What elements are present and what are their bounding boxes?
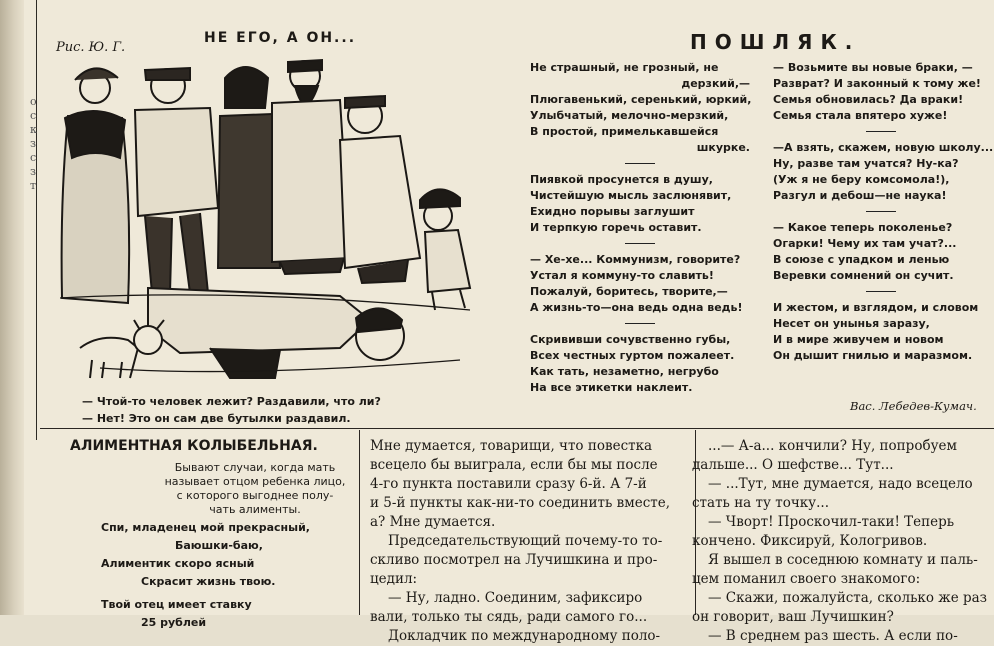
illustration-credit: Рис. Ю. Г. xyxy=(56,40,126,55)
text-line: цем поманил своего знакомого: xyxy=(692,571,921,587)
verse-line: Скрасит жизнь твою. xyxy=(141,575,276,588)
caption-line: — Чтой-то человек лежит? Раздавили, что ли? xyxy=(82,395,381,408)
text-line: дальше... О шефстве... Тут... xyxy=(692,457,894,473)
verse-line: Пожалуй, боритесь, творите,— xyxy=(530,285,728,298)
text-line: — Ну, ладно. Соединим, зафиксиро xyxy=(388,590,643,606)
lullaby-title: АЛИМЕНТНАЯ КОЛЫБЕЛЬНАЯ. xyxy=(70,438,318,454)
verse-line: —А взять, скажем, новую школу... xyxy=(773,141,994,154)
stanza xyxy=(530,60,750,156)
verse-line: А жизнь-то—она ведь одна ведь! xyxy=(530,301,743,314)
verse-line: Как тать, незаметно, негрубо xyxy=(530,365,719,378)
lullaby-intro xyxy=(150,461,360,517)
bearded-man-figure xyxy=(272,60,350,274)
poem-column-1 xyxy=(530,60,750,396)
verse-line: Огарки! Чему их там учат?... xyxy=(773,237,957,250)
article-column-2 xyxy=(692,437,994,644)
woman-figure xyxy=(62,68,130,303)
margin-letter: с xyxy=(30,151,37,164)
text-line: кончено. Фиксируй, Кологривов. xyxy=(692,533,928,549)
text-line: 4-го пункта поставили сразу 6-й. А 7-й xyxy=(370,476,647,492)
verse-line: — Какое теперь поколенье? xyxy=(773,221,953,234)
verse-line: На все этикетки наклеит. xyxy=(530,381,693,394)
stanza xyxy=(773,220,988,284)
intro-line: Бывают случаи, когда мать xyxy=(174,461,336,474)
verse-line: Скрививши сочувственно губы, xyxy=(530,333,731,346)
text-line: скливо посмотрел на Лучишкина и про- xyxy=(370,552,658,568)
stanza-separator xyxy=(866,131,896,132)
stanza xyxy=(530,172,750,236)
woman-dark-figure xyxy=(218,67,280,268)
stanza-separator xyxy=(866,291,896,292)
margin-rule xyxy=(36,0,37,440)
stanza-separator xyxy=(625,243,655,244)
margin-letter: з xyxy=(30,137,36,150)
poem-signature: Вас. Лебедев-Кумач. xyxy=(850,399,977,413)
verse-line: Он дышит гнилью и маразмом. xyxy=(773,349,973,362)
verse-line: Плюгавенький, серенький, юркий, xyxy=(530,93,752,106)
text-line: — Скажи, пожалуйста, сколько же раз xyxy=(708,590,988,606)
verse-line: В простой, примелькавшейся xyxy=(530,125,719,138)
text-line: а? Мне думается. xyxy=(370,514,496,530)
text-line: Докладчик по международному поло- xyxy=(388,628,661,644)
verse-line: дерзкий,— xyxy=(681,77,750,90)
stanza xyxy=(773,300,988,364)
stanza xyxy=(530,252,750,316)
verse-line: Спи, младенец мой прекрасный, xyxy=(101,521,310,534)
margin-letter: с xyxy=(30,109,37,122)
verse-line: Ехидно порывы заглушит xyxy=(530,205,695,218)
article-column-1 xyxy=(370,437,690,644)
verse-line: — Хе-хе... Коммунизм, говорите? xyxy=(530,253,741,266)
verse-line: Ну, разве там учатся? Ну-ка? xyxy=(773,157,959,170)
verse-line: Алиментик скоро ясный xyxy=(101,557,255,570)
verse-line: И в мире живучем и новом xyxy=(773,333,944,346)
text-line: цедил: xyxy=(370,571,418,587)
verse-line: Всех честных гуртом пожалеет. xyxy=(530,349,735,362)
verse-line: Пиявкой просунется в душу, xyxy=(530,173,713,186)
text-line: вали, только ты сядь, ради самого го... xyxy=(370,609,648,625)
column-rule xyxy=(359,430,360,615)
cartoon-caption xyxy=(82,393,381,427)
verse-line: Твой отец имеет ставку xyxy=(101,598,252,611)
verse-line: Не страшный, не грозный, не xyxy=(530,61,719,74)
verse-line: Веревки сомнений он сучит. xyxy=(773,269,954,282)
stanza xyxy=(773,60,988,124)
man-glasses-figure xyxy=(340,96,420,283)
text-line: Я вышел в соседнюю комнату и паль- xyxy=(708,552,978,568)
verse-line: Семья обновилась? Да враки! xyxy=(773,93,964,106)
verse-line: Разгул и дебош—не наука! xyxy=(773,189,947,202)
intro-line: называет отцом ребенка лицо, xyxy=(164,475,346,488)
verse-line: Чистейшую мысль заслюнявит, xyxy=(530,189,732,202)
verse-line: Устал я коммуну-то славить! xyxy=(530,269,714,282)
text-line: и 5-й пункты как-ни-то соединить вместе, xyxy=(370,495,671,511)
text-line: Председательствующий почему-то то- xyxy=(388,533,663,549)
lullaby-verse xyxy=(101,519,351,632)
margin-letters xyxy=(30,95,40,193)
verse-line: шкурке. xyxy=(696,141,750,154)
verse-line: Разврат? И законный к тому же! xyxy=(773,77,981,90)
verse-line: Несет он унынья заразу, xyxy=(773,317,930,330)
caption-line: — Нет! Это он сам две бутылки раздавил. xyxy=(82,412,351,425)
text-line: — В среднем раз шесть. А если по- xyxy=(708,628,958,644)
margin-letter: о xyxy=(30,95,37,108)
text-line: стать на ту точку... xyxy=(692,495,830,511)
text-line: ...— А-а... кончили? Ну, попробуем xyxy=(708,438,958,454)
text-line: — ...Тут, мне думается, надо всецело xyxy=(708,476,973,492)
cartoon-headline: НЕ ЕГО, А ОН... xyxy=(204,30,357,46)
verse-line: В союзе с упадком и ленью xyxy=(773,253,950,266)
poem-column-2 xyxy=(773,60,994,364)
boy-figure xyxy=(420,189,470,310)
cartoon-illustration xyxy=(40,48,500,396)
text-line: — Чворт! Проскочил-таки! Теперь xyxy=(708,514,955,530)
intro-line: с которого выгоднее полу- xyxy=(176,489,334,502)
text-line: всецело бы выиграла, если бы мы после xyxy=(370,457,658,473)
verse-line: (Уж я не беру комсомола!), xyxy=(773,173,950,186)
verse-line: И жестом, и взглядом, и словом xyxy=(773,301,979,314)
verse-line: 25 рублей xyxy=(141,616,207,629)
margin-letter: з xyxy=(30,165,36,178)
verse-line: Улыбчатый, мелочно-мерзкий, xyxy=(530,109,729,122)
verse-line: — Возьмите вы новые браки, — xyxy=(773,61,973,74)
section-rule xyxy=(40,428,994,429)
verse-line: Баюшки-баю, xyxy=(175,539,263,552)
text-line: Мне думается, товарищи, что повестка xyxy=(370,438,653,454)
stanza-separator xyxy=(625,163,655,164)
page-fold-edge xyxy=(0,0,24,615)
text-line: он говорит, ваш Лучишкин? xyxy=(692,609,894,625)
stanza-separator xyxy=(625,323,655,324)
verse-line: И терпкую горечь оставит. xyxy=(530,221,702,234)
intro-line: чать алименты. xyxy=(209,503,301,516)
stanza xyxy=(773,140,994,204)
margin-letter: т xyxy=(30,179,37,192)
stanza xyxy=(530,332,750,396)
stanza-separator xyxy=(866,211,896,212)
man-cap-figure xyxy=(135,68,218,293)
poem-title: ПОШЛЯК. xyxy=(690,30,861,54)
margin-letter: к xyxy=(30,123,37,136)
verse-line: Семья стала впятеро хуже! xyxy=(773,109,948,122)
